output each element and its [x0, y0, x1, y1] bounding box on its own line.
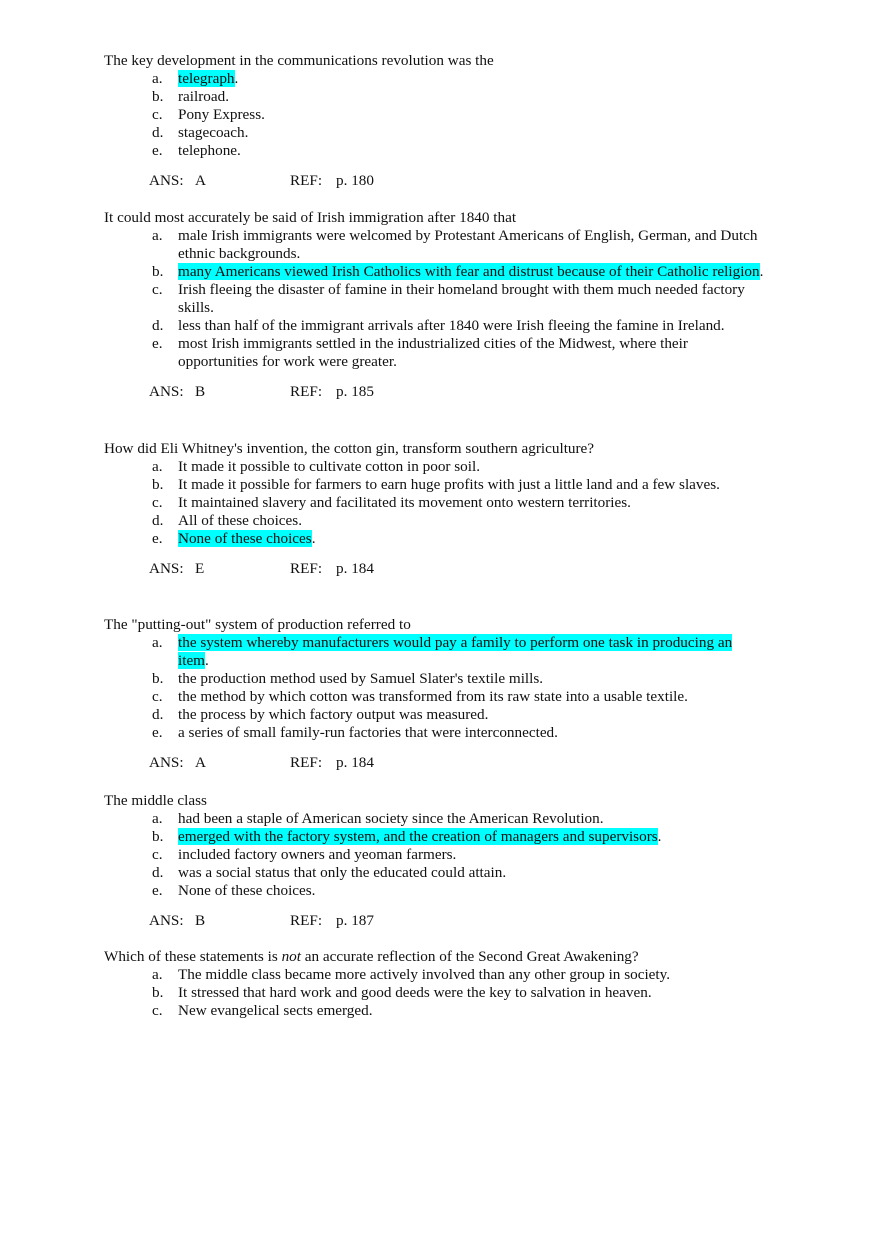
- option-text: The middle class became more actively involved than any other group in society.: [178, 966, 671, 983]
- option-e: [104, 882, 764, 900]
- option-text: stagecoach.: [178, 124, 249, 141]
- option-letter: e.: [152, 724, 163, 741]
- ans-value: B: [195, 912, 206, 929]
- option-letter: b.: [152, 828, 164, 845]
- option-letter: d.: [152, 124, 164, 141]
- option-text: Irish fleeing the disaster of famine in their homeland brought with them much needed factory skills.: [178, 281, 745, 316]
- option-a: [104, 458, 764, 476]
- ref-label: REF:: [290, 754, 323, 771]
- question-stem: [104, 948, 764, 966]
- option-letter: c.: [152, 106, 163, 123]
- option-c: [104, 846, 764, 864]
- option-text: the process by which factory output was measured.: [178, 706, 489, 723]
- question-stem: It could most accurately be said of Irish immigration after 1840 that: [104, 209, 517, 226]
- highlighted-answer: many Americans viewed Irish Catholics with fear and distrust because of their Catholic religion: [178, 263, 760, 280]
- option-text: the production method used by Samuel Slater's textile mills.: [178, 670, 544, 687]
- ans-value: A: [195, 172, 206, 189]
- question-stem: The "putting-out" system of production referred to: [104, 616, 411, 633]
- stem-text: Which of these statements is: [104, 948, 282, 965]
- option-c: [104, 106, 764, 124]
- option-letter: a.: [152, 810, 163, 827]
- option-d: [104, 864, 764, 882]
- option-a: [104, 810, 764, 828]
- highlighted-answer: None of these choices: [178, 530, 312, 547]
- option-text: male Irish immigrants were welcomed by Protestant Americans of English, German, and Dutch ethnic backgrounds.: [178, 227, 758, 262]
- option-letter: a.: [152, 70, 163, 87]
- ans-label: ANS:: [149, 754, 184, 771]
- option-text: less than half of the immigrant arrivals after 1840 were Irish fleeing the famine in Ireland.: [178, 317, 725, 334]
- option-c: [104, 688, 764, 706]
- ref-value: p. 187: [336, 912, 374, 929]
- option-b: [104, 263, 764, 281]
- highlighted-answer: the system whereby manufacturers would pay a family to perform one task in producing an item: [178, 634, 733, 669]
- option-text: a series of small family-run factories that were interconnected.: [178, 724, 558, 741]
- option-a: [104, 966, 764, 984]
- option-text: It made it possible to cultivate cotton in poor soil.: [178, 458, 481, 475]
- option-text: Pony Express.: [178, 106, 265, 123]
- option-letter: b.: [152, 670, 164, 687]
- stem-text: an accurate reflection of the Second Great Awakening?: [301, 948, 639, 965]
- option-b: [104, 476, 764, 494]
- option-letter: a.: [152, 458, 163, 475]
- option-letter: b.: [152, 88, 164, 105]
- ref-label: REF:: [290, 560, 323, 577]
- option-letter: d.: [152, 706, 164, 723]
- ref-value: p. 180: [336, 172, 374, 189]
- answer-line: [104, 383, 764, 401]
- ref-value: p. 184: [336, 560, 374, 577]
- option-letter: c.: [152, 1002, 163, 1019]
- option-letter: e.: [152, 142, 163, 159]
- option-letter: a.: [152, 966, 163, 983]
- option-c: [104, 1002, 764, 1020]
- question-stem: The key development in the communications revolution was the: [104, 52, 494, 69]
- ans-label: ANS:: [149, 560, 184, 577]
- option-e: [104, 142, 764, 160]
- ans-label: ANS:: [149, 383, 184, 400]
- option-text: All of these choices.: [178, 512, 302, 529]
- option-text: It stressed that hard work and good deeds were the key to salvation in heaven.: [178, 984, 652, 1001]
- option-letter: a.: [152, 634, 163, 651]
- option-letter: b.: [152, 984, 164, 1001]
- answer-line: [104, 172, 764, 190]
- option-text: None of these choices.: [178, 882, 316, 899]
- option-b: [104, 88, 764, 106]
- option-letter: e.: [152, 882, 163, 899]
- question-4: [104, 616, 764, 772]
- option-text: It maintained slavery and facilitated its movement onto western territories.: [178, 494, 631, 511]
- option-e: [104, 530, 764, 548]
- option-c: [104, 494, 764, 512]
- option-letter: c.: [152, 688, 163, 705]
- option-b: [104, 828, 764, 846]
- option-text: most Irish immigrants settled in the industrialized cities of the Midwest, where their opportunities for work were greater.: [178, 335, 688, 370]
- option-a: [104, 227, 764, 263]
- option-text: railroad.: [178, 88, 230, 105]
- option-letter: d.: [152, 512, 164, 529]
- option-letter: c.: [152, 494, 163, 511]
- ans-label: ANS:: [149, 912, 184, 929]
- option-text: had been a staple of American society since the American Revolution.: [178, 810, 604, 827]
- option-text: was a social status that only the educated could attain.: [178, 864, 507, 881]
- question-5: [104, 792, 764, 930]
- option-letter: e.: [152, 530, 163, 547]
- option-text: New evangelical sects emerged.: [178, 1002, 373, 1019]
- answer-line: [104, 560, 764, 578]
- ref-value: p. 184: [336, 754, 374, 771]
- option-letter: e.: [152, 335, 163, 352]
- answer-line: [104, 754, 764, 772]
- option-letter: b.: [152, 476, 164, 493]
- answer-line: [104, 912, 764, 930]
- option-a: [104, 634, 764, 670]
- option-e: [104, 724, 764, 742]
- option-text: included factory owners and yeoman farmers.: [178, 846, 457, 863]
- option-text: telephone.: [178, 142, 241, 159]
- ref-value: p. 185: [336, 383, 374, 400]
- ref-label: REF:: [290, 383, 323, 400]
- ans-value: E: [195, 560, 205, 577]
- option-letter: c.: [152, 846, 163, 863]
- option-suffix: .: [205, 652, 209, 669]
- option-d: [104, 317, 764, 335]
- stem-emphasis: not: [281, 948, 301, 965]
- question-1: [104, 52, 764, 190]
- option-suffix: .: [234, 70, 239, 87]
- option-letter: a.: [152, 227, 163, 244]
- ans-value: B: [195, 383, 206, 400]
- question-2: [104, 209, 764, 401]
- option-text: It made it possible for farmers to earn huge profits with just a little land and a few slaves.: [178, 476, 720, 493]
- option-d: [104, 706, 764, 724]
- option-letter: d.: [152, 317, 164, 334]
- option-b: [104, 670, 764, 688]
- option-suffix: .: [657, 828, 662, 845]
- option-a: [104, 70, 764, 88]
- highlighted-answer: emerged with the factory system, and the creation of managers and supervisors: [178, 828, 658, 845]
- option-d: [104, 124, 764, 142]
- question-3: [104, 440, 764, 578]
- highlighted-answer: telegraph: [178, 70, 235, 87]
- option-c: [104, 281, 764, 317]
- option-b: [104, 984, 764, 1002]
- option-letter: c.: [152, 281, 163, 298]
- question-stem: How did Eli Whitney's invention, the cotton gin, transform southern agriculture?: [104, 440, 595, 457]
- ans-value: A: [195, 754, 206, 771]
- ref-label: REF:: [290, 172, 323, 189]
- option-text: the method by which cotton was transformed from its raw state into a usable textile.: [178, 688, 688, 705]
- option-suffix: .: [759, 263, 764, 280]
- option-letter: b.: [152, 263, 164, 280]
- option-d: [104, 512, 764, 530]
- option-suffix: .: [311, 530, 316, 547]
- ref-label: REF:: [290, 912, 323, 929]
- option-e: [104, 335, 764, 371]
- option-letter: d.: [152, 864, 164, 881]
- ans-label: ANS:: [149, 172, 184, 189]
- question-6: [104, 948, 764, 1020]
- question-stem: The middle class: [104, 792, 207, 809]
